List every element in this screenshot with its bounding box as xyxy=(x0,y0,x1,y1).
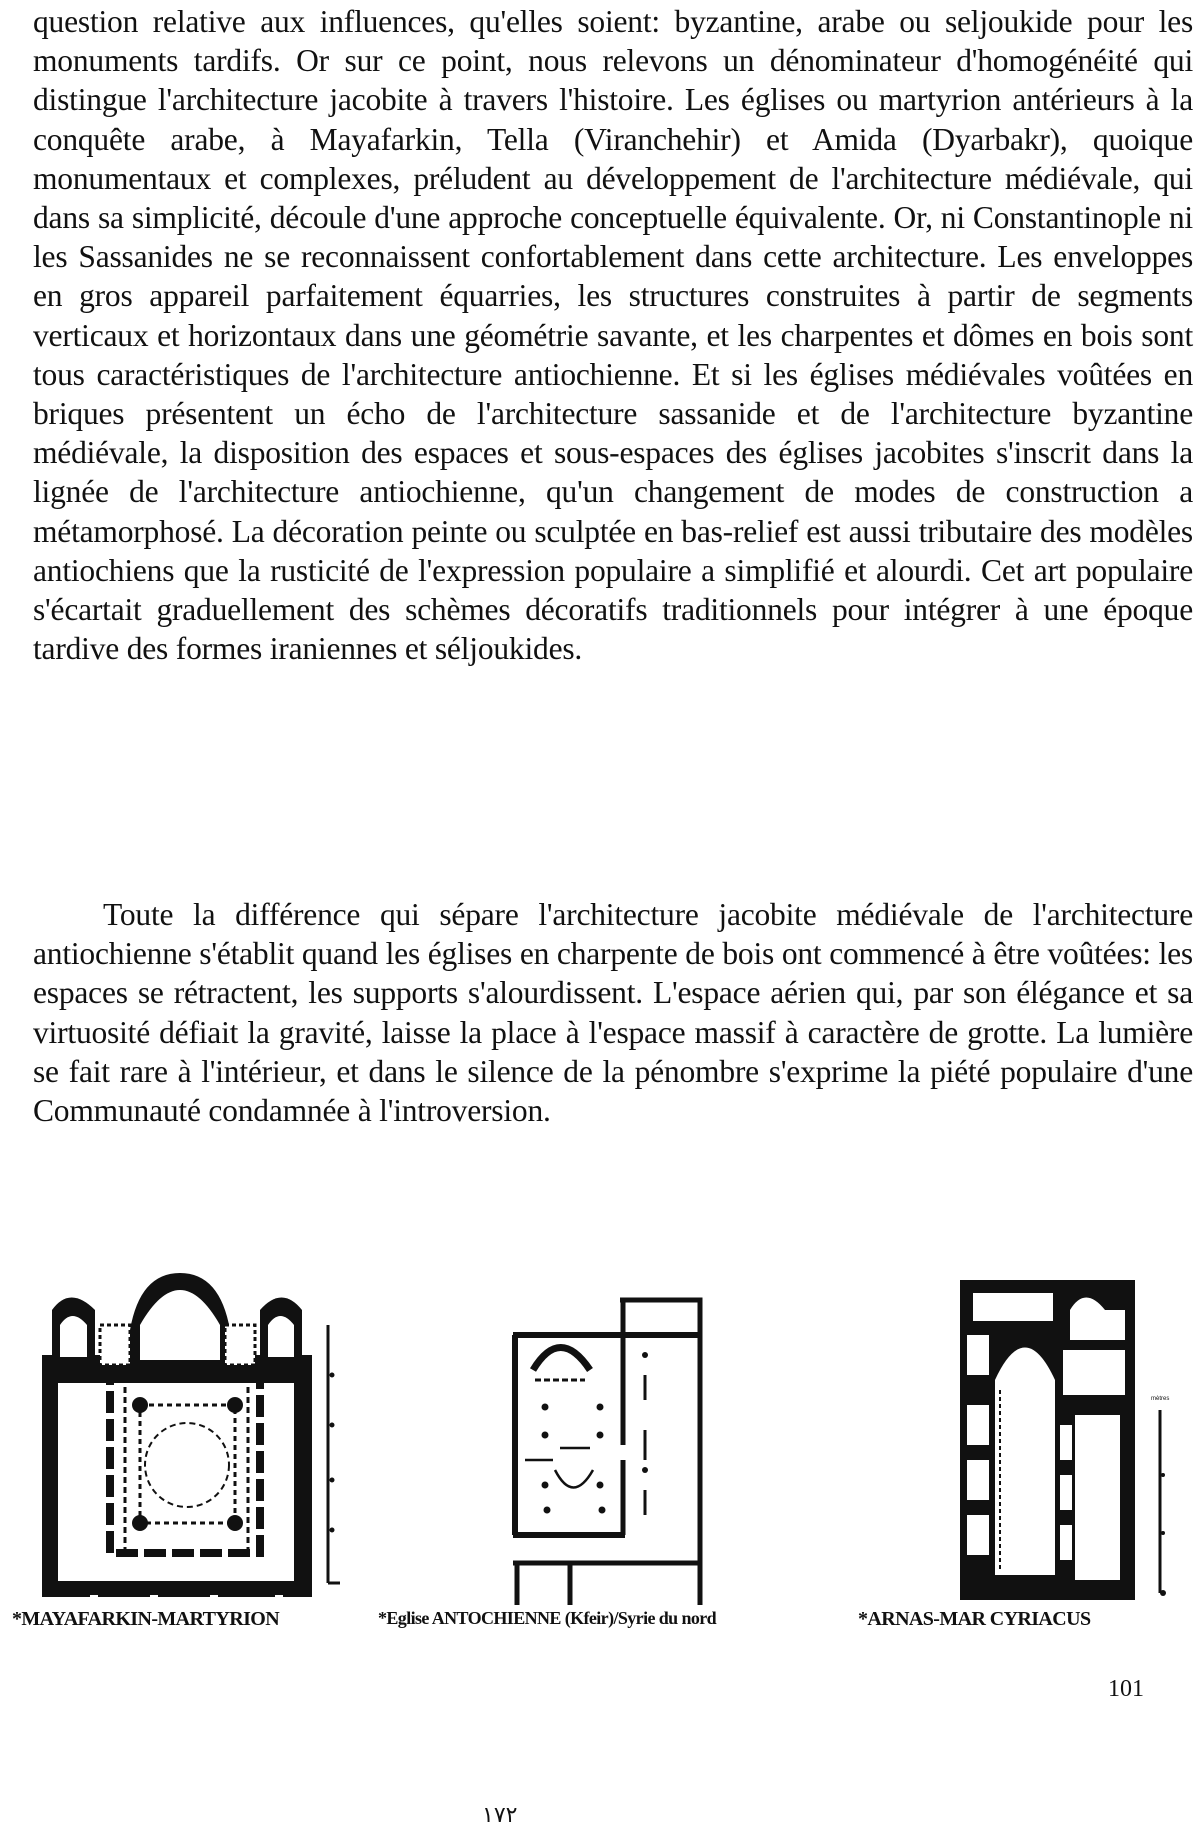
figure-caption-mayafarkin: *MAYAFARKIN-MARTYRION xyxy=(12,1608,280,1630)
body-paragraph-2: Toute la différence qui sépare l'architecture jacobite médiévale de l'architecture antiochienne s'établit quand les églises en charpente de bois ont commencé à être voûtées: les espaces se rétractent, les supports s'alourdissent. L'espace aérien qui, par son élégance et sa virtuosité défiait la gravité, laisse la place à l'espace massif à caractère de grotte. La lumière se fait rare à l'intérieur, et dans le silence de la pénombre s'exprime la piété populaire d'une Communauté condamnée à l'introversion. xyxy=(33,897,1193,1129)
body-paragraph-1: question relative aux influences, qu'elles soient: byzantine, arabe ou seljoukide pour les monuments tardifs. Or sur ce point, nous relevons un dénominateur d'homogénéité qui distingue l'architecture jacobite à travers l'histoire. Les églises ou martyrion antérieurs à la conquête arabe, à Mayafarkin, Tella (Viranchehir) et Amida (Dyarbakr), quoique monumentaux et complexes, préludent au développement de l'architecture médiévale, qui dans sa simplicité, découle d'une approche conceptuelle équivalente. Or, ni Constantinople ni les Sassanides ne se reconnaissent confortablement dans cette architecture. Les enveloppes en gros appareil parfaitement équarries, les structures construites à partir de segments verticaux et horizontaux dans une géométrie savante, et les charpentes et dômes en bois sont tous caractéristiques de l'architecture antiochienne. Et si les églises médiévales voûtées en briques présentent un écho de l'architecture sassanide et de l'architecture byzantine médiévale, la disposition des espaces et sous-espaces des églises jacobites s'inscrit dans la lignée de l'architecture antiochienne, qu'un changement de modes de construction a métamorphosé. La décoration peinte ou sculptée en bas-relief est aussi tributaire des modèles antiochiens que la rusticité de l'expression populaire a simplifié et alourdi. Cet art populaire s'écartait graduellement des schèmes décoratifs traditionnels pour intégrer à une époque tardive des formes iraniennes et séljoukides. xyxy=(33,4,1193,667)
floor-plan-mar-cyriacus-icon xyxy=(955,1275,1180,1605)
floor-plan-martyrion-icon xyxy=(30,1265,350,1605)
figure-arnas xyxy=(955,1275,1180,1605)
figure-caption-kfeir: *Eglise ANTOCHIENNE (Kfeir)/Syrie du nord xyxy=(378,1608,717,1628)
page-number-arabic: ١٧٢ xyxy=(482,1802,518,1827)
figure-kfeir xyxy=(505,1285,725,1605)
svg-text:mètres: mètres xyxy=(1151,1396,1170,1402)
figure-mayafarkin xyxy=(30,1265,350,1605)
floor-plan-church-kfeir-icon xyxy=(505,1285,725,1605)
figure-caption-arnas: *ARNAS-MAR CYRIACUS xyxy=(858,1608,1091,1630)
page-number: 101 xyxy=(1108,1676,1144,1702)
